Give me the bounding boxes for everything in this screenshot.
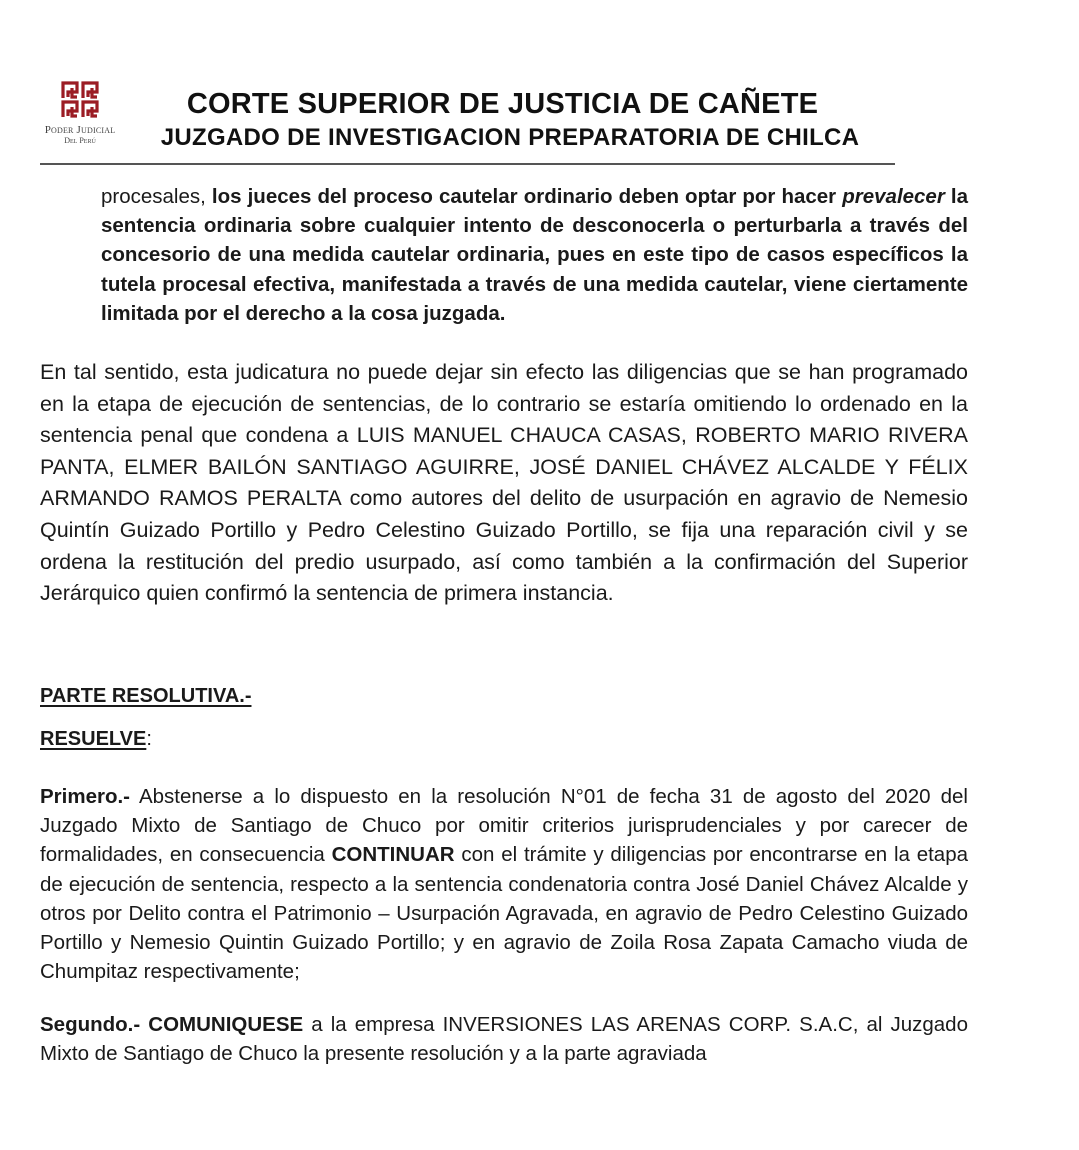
primero-text-2: con el trámite y diligencias por encontrarse en la etapa de ejecución de sentencia, respecto a la sentencia condenatoria contra José Daniel Chávez Alcalde y otros por Delito contra el Patrimonio – Usurpación Agravada, en agravio de Pedro Celestino Guizado Portillo y Nemesio Quintin Guizado Portillo; y en agravio de Zoila Rosa Zapata Camacho viuda de Chumpitaz respectivamente; (40, 843, 968, 984)
resuelve-colon: : (146, 728, 152, 750)
section-subheading (40, 728, 152, 751)
segundo-label: Segundo.- (40, 1013, 141, 1036)
segundo-bold: COMUNIQUESE (140, 1013, 304, 1036)
primero-text-1: Abstenerse a lo dispuesto en la resolución N°01 de fecha 31 de agosto del 2020 del Juzgado Mixto de Santiago de Chuco por omitir criterios jurisprudenciales y por carecer de formalidades, en consecuencia (40, 785, 968, 867)
logo-text-line1: Poder Judicial (44, 124, 116, 136)
resuelve-label: RESUELVE (40, 728, 147, 750)
primero-label: Primero.- (40, 785, 130, 808)
primero-bold: CONTINUAR (331, 843, 455, 867)
logo-text-line2: Del Perú (64, 136, 96, 145)
quote-bold-1: los jueces del proceso cautelar ordinario deben optar por hacer (211, 185, 843, 208)
quote-lead: procesales, (101, 185, 212, 208)
section-heading: PARTE RESOLUTIVA.- (40, 685, 252, 707)
poder-judicial-logo (30, 80, 130, 146)
quoted-paragraph (101, 182, 968, 328)
resolution-primero (40, 782, 968, 986)
court-unit: JUZGADO DE INVESTIGACION PREPARATORIA DE CHILCA (160, 124, 860, 151)
body-paragraph: En tal sentido, esta judicatura no puede dejar sin efecto las diligencias que se han programado en la etapa de ejecución de sentencias, de lo contrario se estaría omitiendo lo ordenado en la sentencia penal que condena a LUIS MANUEL CHAUCA CASAS, ROBERTO MARIO RIVERA PANTA, ELMER BAILÓN SANTIAGO AGUIRRE, JOSÉ DANIEL CHÁVEZ ALCALDE Y FÉLIX ARMANDO RAMOS PERALTA como autores del delito de usurpación en agravio de Nemesio Quintín Guizado Portillo y Pedro Celestino Guizado Portillo, se fija una reparación civil y se ordena la restitución del predio usurpado, así como también a la confirmación del Superior Jerárquico quien confirmó la sentencia de primera instancia. (40, 360, 968, 606)
court-name: CORTE SUPERIOR DE JUSTICIA DE CAÑETE (186, 88, 819, 120)
quote-bold-2: la sentencia ordinaria sobre cualquier intento de desconocerla o perturbarla a través del concesorio de una medida cautelar ordinaria, pues en este tipo de casos específicos la tutela procesal efectiva, manifestada a través de una medida cautelar, viene ciertamente limitada por el derecho a la cosa juzgada. (101, 185, 968, 325)
resolution-segundo (40, 1010, 968, 1068)
poder-judicial-emblem-icon (60, 80, 100, 120)
quote-italic: prevalecer (842, 185, 945, 208)
document-header (0, 0, 1079, 170)
segundo-text: a la empresa INVERSIONES LAS ARENAS CORP. S.A.C, al Juzgado Mixto de Santiago de Chuco la presente resolución y a la parte agraviada (40, 1013, 968, 1066)
header-divider (40, 163, 895, 165)
